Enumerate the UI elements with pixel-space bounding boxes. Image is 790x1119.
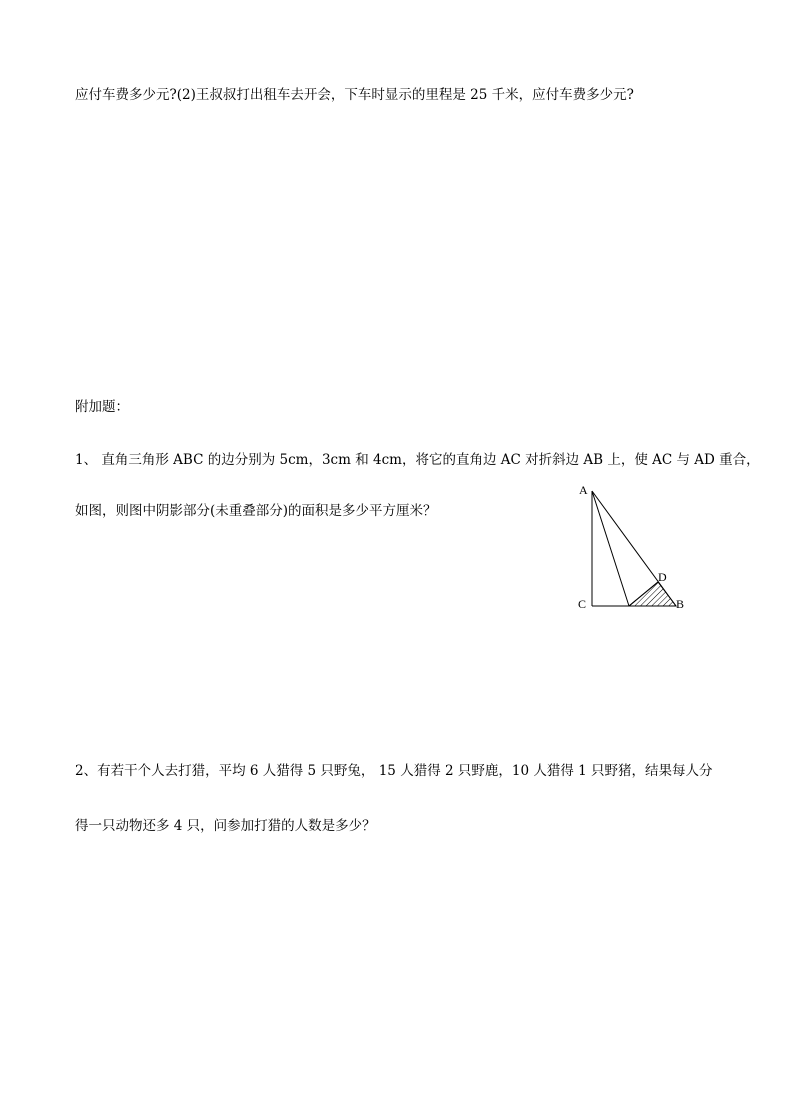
label-c: C: [578, 597, 587, 611]
label-a: A: [579, 483, 588, 497]
fold-line: [592, 491, 629, 606]
problem-1-text-line-2: 如图，则图中阴影部分(未重叠部分)的面积是多少平方厘米？: [75, 503, 437, 519]
triangle-figure: [570, 478, 690, 613]
bonus-section-heading: 附加题：: [75, 399, 129, 415]
side-ab: [592, 491, 676, 606]
label-d: D: [658, 570, 667, 584]
question-text-line-1: 应付车费多少元?(2)王叔叔打出租车去开会，下车时显示的里程是 25 千米，应付车费多少元?: [75, 87, 634, 103]
problem-1-text-line-1: 1、 直角三角形 ABC 的边分别为 5cm，3cm 和 4cm，将它的直角边 AC 对折斜边 AB 上，使 AC 与 AD 重合，: [75, 452, 760, 468]
problem-2-text-line-2: 得一只动物还多 4 只，问参加打猎的人数是多少？: [75, 818, 376, 834]
shaded-region: [629, 582, 676, 606]
label-b: B: [676, 597, 685, 611]
problem-2-text-line-1: 2、有若干个人去打猎，平均 6 人猎得 5 只野兔， 15 人猎得 2 只野鹿，10 人猎得 1 只野猪，结果每人分: [75, 763, 713, 779]
